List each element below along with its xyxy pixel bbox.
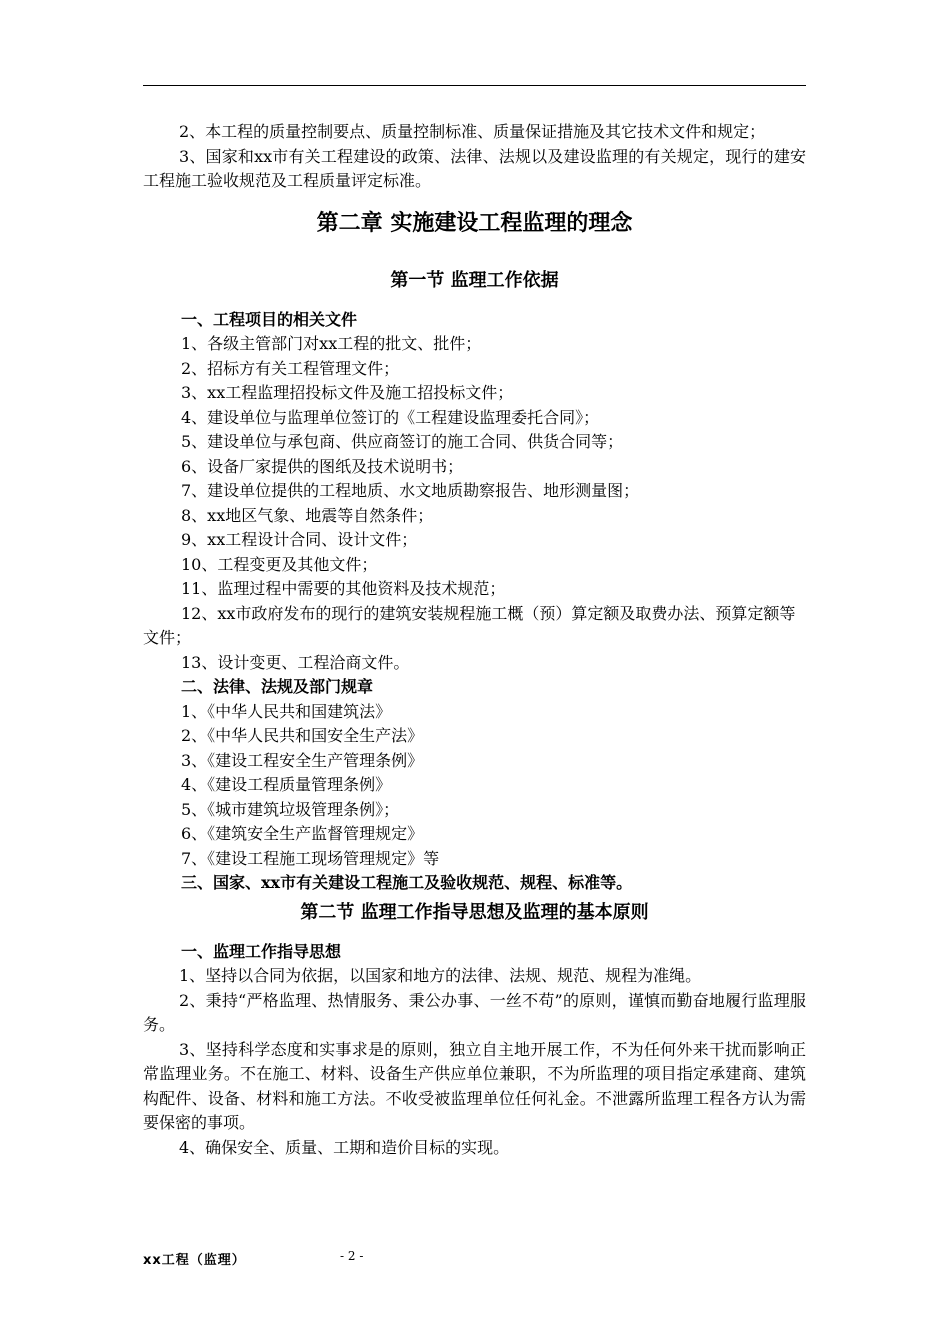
list-item: 7、建设单位提供的工程地质、水文地质勘察报告、地形测量图； (181, 481, 640, 500)
list-item: 3、《建设工程安全生产管理条例》 (181, 750, 424, 770)
guiding-heading: 一、监理工作指导思想 (181, 941, 342, 961)
chapter-title: 第二章 实施建设工程监理的理念 (316, 209, 633, 236)
list-item: 13、设计变更、工程洽商文件。 (181, 652, 410, 672)
list-item: 1、《中华人民共和国建筑法》 (181, 701, 392, 721)
section-title-1: 第一节 监理工作依据 (390, 269, 559, 291)
list-item: 7、《建设工程施工现场管理规定》等 (181, 848, 440, 868)
intro-paragraph-3: 3、国家和xx市有关工程建设的政策、法律、法规以及建设监理的有关规定，现行的建安工程施工验收规范及工程质量评定标准。 (143, 146, 806, 190)
list-item: 8、xx地区气象、地震等自然条件； (181, 505, 434, 525)
list-item: 2、招标方有关工程管理文件； (181, 358, 400, 378)
list-item: 12、xx市政府发布的现行的建筑安装规程施工概（预）算定额及取费办法、预算定额等文件； (143, 603, 796, 647)
part2-heading: 二、法律、法规及部门规章 (181, 677, 374, 696)
page-number: - 2 - (340, 1249, 364, 1263)
intro-paragraph-2: 2、本工程的质量控制要点、质量控制标准、质量保证措施及其它技术文件和规定； (179, 122, 766, 141)
section-title-2: 第二节 监理工作指导思想及监理的基本原则 (300, 901, 649, 923)
guiding-paragraph: 2、秉持“严格监理、热情服务、秉公办事、一丝不苟”的原则，谨慎而勤奋地履行监理服务。 (143, 990, 806, 1034)
guiding-paragraph: 3、坚持科学态度和实事求是的原则，独立自主地开展工作，不为任何外来干扰而影响正常监理业务。不在施工、材料、设备生产供应单位兼职，不为所监理的项目指定承建商、建筑构配件、设备、材料和施工方法。不收受被监理单位任何礼金。不泄露所监理工程各方认为需要保密的事项。 (143, 1039, 806, 1132)
list-item: 9、xx工程设计合同、设计文件； (181, 530, 418, 549)
page-body (143, 120, 806, 1160)
list-item: 4、《建设工程质量管理条例》 (181, 775, 392, 794)
list-item: 2、《中华人民共和国安全生产法》 (181, 726, 424, 745)
part1-heading: 一、工程项目的相关文件 (181, 309, 358, 329)
list-item: 6、设备厂家提供的图纸及技术说明书； (181, 456, 464, 476)
header-rule (143, 85, 806, 86)
guiding-paragraph: 1、坚持以合同为依据，以国家和地方的法律、法规、规范、规程为准绳。 (179, 966, 702, 985)
footer-title: xx工程（监理） (143, 1253, 246, 1268)
list-item: 10、工程变更及其他文件； (181, 554, 378, 574)
list-item: 1、各级主管部门对xx工程的批文、批件； (181, 334, 482, 353)
list-item: 11、监理过程中需要的其他资料及技术规范； (181, 579, 506, 598)
list-item: 3、xx工程监理招投标文件及施工招投标文件； (181, 383, 514, 402)
list-item: 4、建设单位与监理单位签订的《工程建设监理委托合同》； (181, 407, 600, 427)
list-item: 6、《建筑安全生产监督管理规定》 (181, 824, 424, 843)
list-item: 5、《城市建筑垃圾管理条例》； (181, 799, 400, 819)
guiding-paragraph: 4、确保安全、质量、工期和造价目标的实现。 (179, 1137, 510, 1157)
list-item: 5、建设单位与承包商、供应商签订的施工合同、供货合同等； (181, 432, 624, 451)
part3-heading: 三、国家、xx市有关建设工程施工及验收规范、规程、标准等。 (181, 873, 633, 892)
